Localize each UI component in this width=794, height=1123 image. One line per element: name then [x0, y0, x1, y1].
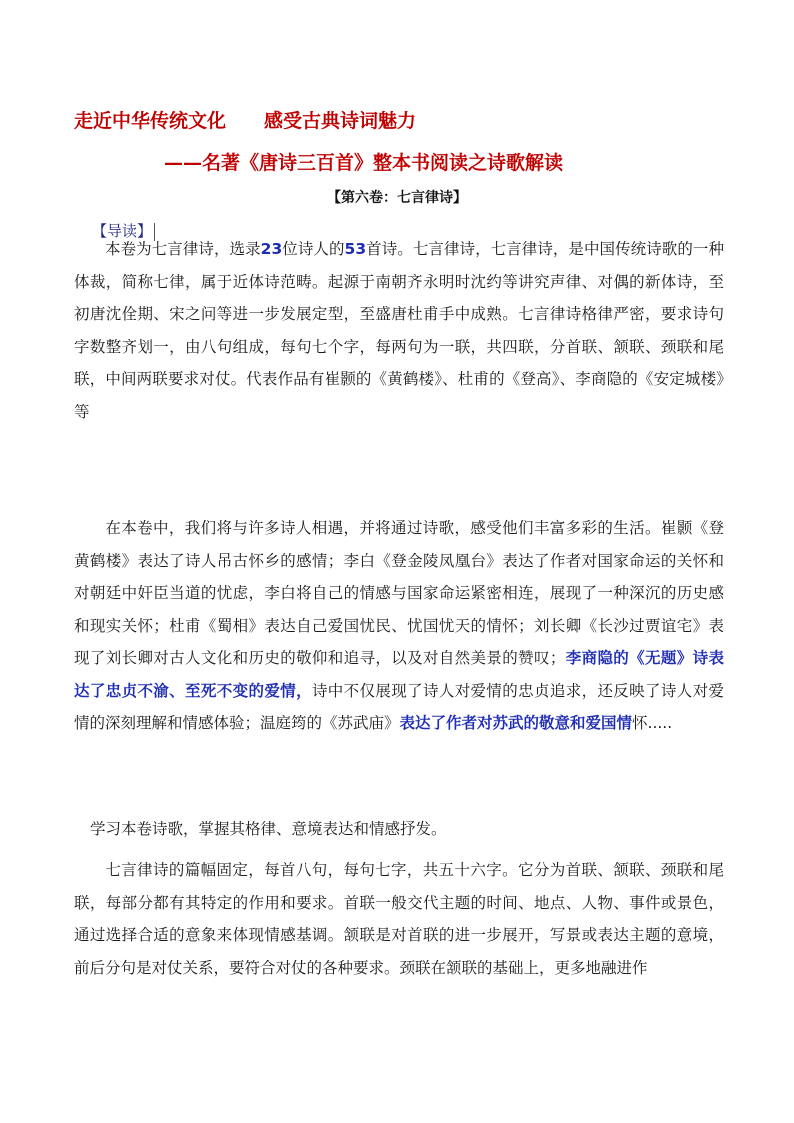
title-part1: 走近中华传统文化 [74, 110, 227, 132]
poem-count: 53 [344, 240, 367, 258]
content-text-2: 诗中不仅展现了诗人对爱情的忠贞追求，还反映了诗人对爱情的深刻理解和情感体验；温庭筠的《苏武庙》 [74, 681, 724, 732]
study-goal-paragraph: 学习本卷诗歌，掌握其格律、意境表达和情感抒发。 [90, 820, 447, 838]
content-paragraph [74, 512, 724, 740]
title-part2: 感受古典诗词魅力 [264, 110, 417, 132]
intro-text-1: 本卷为七言律诗，选录 [105, 240, 261, 258]
content-text-1: 在本卷中，我们将与许多诗人相遇，并将通过诗歌，感受他们丰富多彩的生活。崔颢《登黄鹤楼》表达了诗人吊古怀乡的感情；李白《登金陵凤凰台》表达了作者对国家命运的关怀和对朝廷中奸臣当道的忧虑，李白将自己的情感与国家命运紧密相连，展现了一种深沉的历史感和现实关怀；杜甫《蜀相》表达自己爱国忧民、忧国忧天的情怀；刘长卿《长沙过贾谊宅》表现了刘长卿对古人文化和历史的敬仰和追寻，以及对自然美景的赞叹； [74, 519, 724, 667]
content-text-3: 怀..... [632, 714, 673, 732]
form-paragraph [74, 854, 724, 984]
form-text: 七言律诗的篇幅固定，每首八句，每句七字，共五十六字。它分为首联、颔联、颈联和尾联，每部分都有其特定的作用和要求。首联一般交代主题的时间、地点、人物、事件或景色，通过选择合适的意象来体现情感基调。颔联是对首联的进一步展开，写景或表达主题的意境，前后分句是对仗关系，要符合对仗的各种要求。颈联在颔联的基础上，更多地融进作 [74, 861, 724, 977]
main-title [74, 106, 416, 133]
volume-heading: 【第六卷：七言律诗】 [327, 190, 467, 206]
intro-paragraph [74, 233, 724, 428]
intro-text-2: 位诗人的 [282, 240, 345, 258]
highlight-wuti: 李商隐的《无题》诗表达了忠贞不渝、至死不变的爱情， [74, 649, 724, 700]
sub-title-line: ——名著《唐诗三百首》整本书阅读之诗歌解读 [164, 152, 564, 174]
intro-text-3: 首诗。七言律诗，七言律诗，是中国传统诗歌的一种体裁，简称七律，属于近体诗范畴。起源于南朝齐永明时沈约等讲究声律、对偶的新体诗，至初唐沈佺期、宋之问等进一步发展定型，至盛唐杜甫手中成熟。七言律诗格律严密，要求诗句字数整齐划一，由八句组成，每句七个字，每两句为一联，共四联，分首联、颔联、颈联和尾联，中间两联要求对仗。代表作品有崔颢的《黄鹤楼》、杜甫的《登高》、李商隐的《安定城楼》等 [74, 240, 724, 421]
poet-count: 23 [260, 240, 283, 258]
highlight-suwu: 表达了作者对苏武的敬意和爱国情 [399, 714, 633, 732]
guide-label-text: 【导读】 [92, 222, 153, 240]
